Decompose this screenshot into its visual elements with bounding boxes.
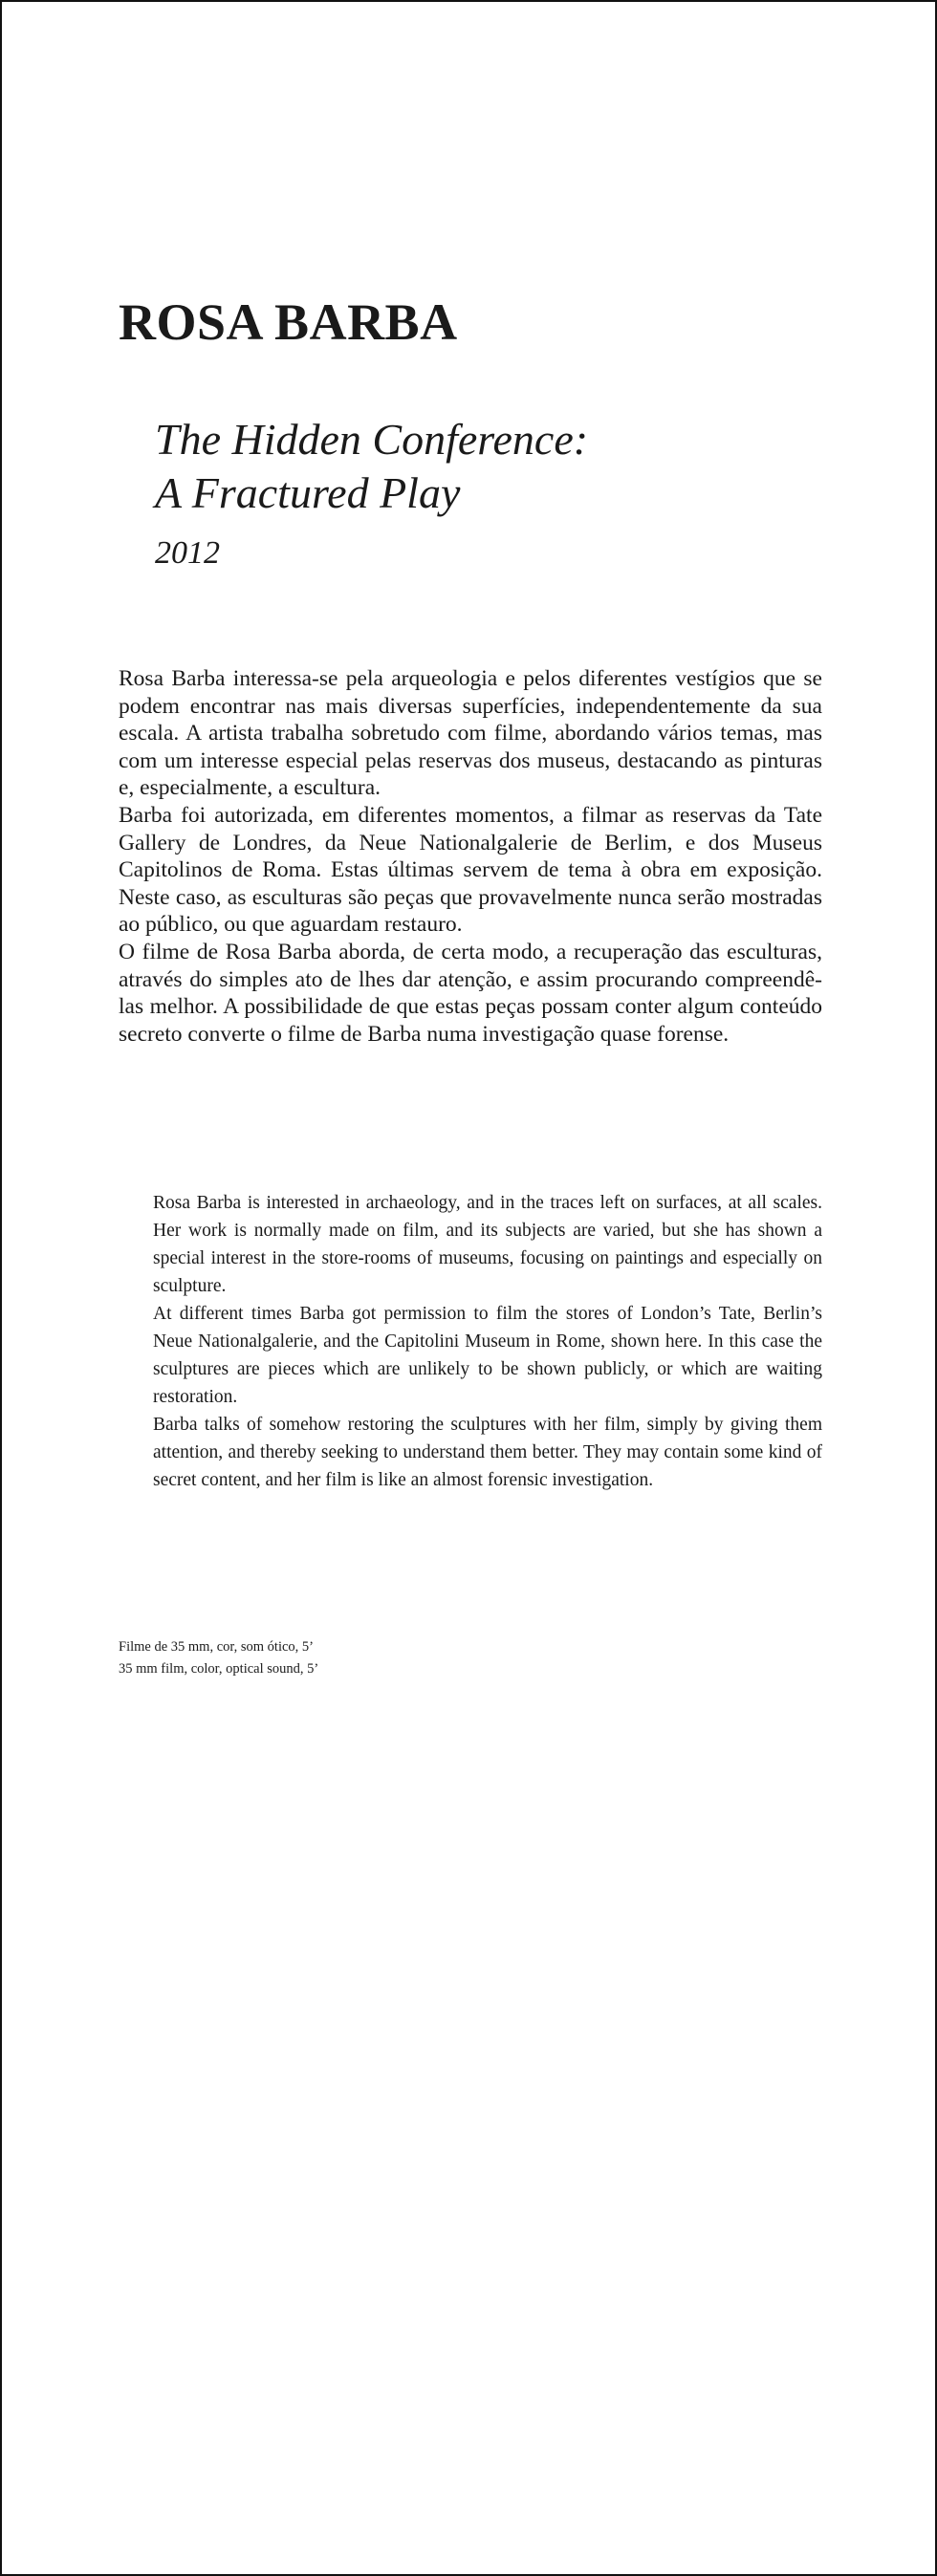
technical-specs: [119, 1636, 318, 1680]
description-english: [153, 1189, 822, 1494]
paragraph-pt-1: Rosa Barba interessa-se pela arqueologia e pelos diferentes vestígios que se podem encontrar nas mais diversas superfícies, independentemente da sua escala. A artista trabalha sobretudo com filme, abordando vários temas, mas com um interesse especial pelas reservas dos museus, destacando as pinturas e, especialmente, a escultura.: [119, 666, 822, 801]
work-title-line-2: A Fractured Play: [155, 468, 461, 517]
work-title: [155, 413, 588, 520]
work-year: 2012: [155, 535, 220, 571]
artist-name: ROSA BARBA: [119, 293, 458, 351]
paragraph-pt-2: Barba foi autorizada, em diferentes momentos, a filmar as reservas da Tate Gallery de Londres, da Neue Nationalgalerie de Berlim, e dos Museus Capitolinos de Roma. Estas últimas servem de tema à obra em exposição. Neste caso, as esculturas são peças que provavelmente nunca serão mostradas ao público, ou que aguardam restauro.: [119, 802, 822, 938]
tech-spec-portuguese: Filme de 35 mm, cor, som ótico, 5’: [119, 1639, 315, 1655]
paragraph-pt-3: O filme de Rosa Barba aborda, de certa modo, a recuperação das esculturas, através do simples ato de lhes dar atenção, e assim procurando compreendê-las melhor. A possibilidade de que estas peças possam conter algum conteúdo secreto converte o filme de Barba numa investigação quase forense.: [119, 939, 822, 1047]
tech-spec-english: 35 mm film, color, optical sound, 5’: [119, 1661, 319, 1677]
paragraph-en-2: At different times Barba got permission to film the stores of London’s Tate, Berlin’s Neue Nationalgalerie, and the Capitolini Museum in Rome, shown here. In this case the sculptures are pieces which are unlikely to be shown publicly, or which are waiting restoration.: [153, 1304, 822, 1407]
paragraph-en-3: Barba talks of somehow restoring the sculptures with her film, simply by giving them attention, and thereby seeking to understand them better. They may contain some kind of secret content, and her film is like an almost forensic investigation.: [153, 1415, 822, 1490]
work-title-line-1: The Hidden Conference:: [155, 415, 589, 464]
description-portuguese: [119, 665, 822, 1048]
paragraph-en-1: Rosa Barba is interested in archaeology, and in the traces left on surfaces, at all scales. Her work is normally made on film, and its subjects are varied, but she has shown a special interest in the store-rooms of museums, focusing on paintings and especially on sculpture.: [153, 1193, 822, 1296]
